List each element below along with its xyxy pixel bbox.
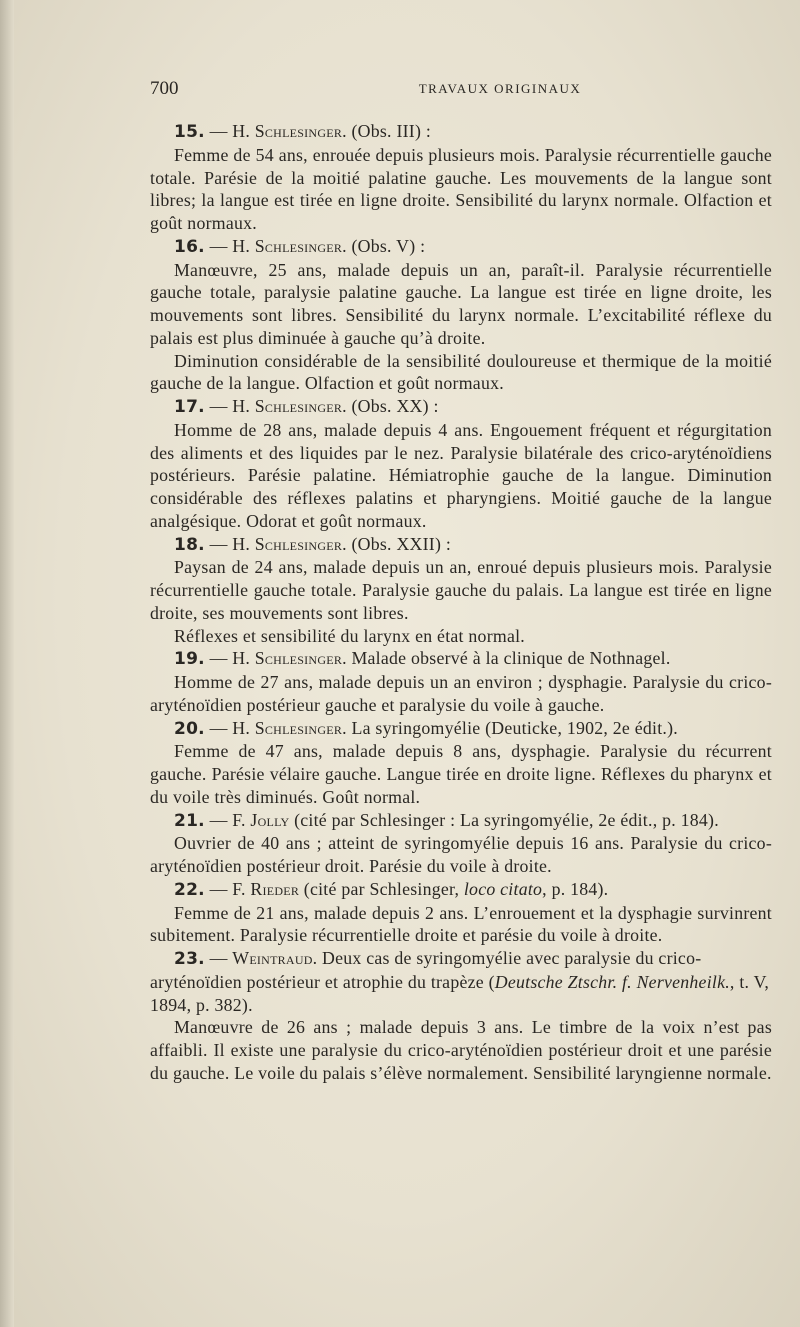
entry-author: Weintraud. bbox=[232, 948, 318, 968]
entry-paragraph: Manœuvre de 26 ans ; malade depuis 3 ans. Le timbre de la voix n’est pas affaibli. Il existe une paralysie du crico-aryténoïdien postérieur droit et une parésie du gauche. Le voile du palais s’élève normalement. Sensibilité laryngienne normale. bbox=[150, 1017, 772, 1083]
entry-heading bbox=[150, 647, 772, 671]
entry-number: 23. bbox=[174, 949, 205, 969]
entry-number: 19. bbox=[174, 649, 205, 670]
entry-number: 21. bbox=[174, 810, 205, 831]
entry-paragraph: Ouvrier de 40 ans ; atteint de syringomyélie depuis 16 ans. Paralysie du crico-aryténoïdien postérieur droit. Parésie du voile à droite. bbox=[150, 833, 772, 876]
entry-paragraph: Homme de 27 ans, malade depuis un an environ ; dysphagie. Paralysie du crico-aryténoïdien postérieur gauche et paralysie du voile à gauche. bbox=[150, 672, 772, 715]
entry-reference: Malade observé à la clinique de Nothnagel. bbox=[346, 648, 671, 669]
entry-number: 16. bbox=[174, 236, 205, 257]
entry-heading bbox=[150, 717, 772, 741]
entry-heading bbox=[150, 120, 772, 144]
entry-heading bbox=[150, 878, 772, 902]
running-header bbox=[150, 78, 770, 100]
entry-paragraph: Diminution considérable de la sensibilité douloureuse et thermique de la moitié gauche de la langue. Olfaction et goût normaux. bbox=[150, 350, 772, 394]
entry-number: 17. bbox=[174, 397, 205, 417]
entry-number: 18. bbox=[174, 534, 205, 555]
entry-number: 20. bbox=[174, 718, 205, 739]
entry-author: H. Schlesinger. bbox=[232, 533, 347, 554]
entry-reference: (cité par Schlesinger, bbox=[299, 878, 464, 899]
page-number: 700 bbox=[150, 78, 179, 99]
entry-paragraph: Femme de 54 ans, enrouée depuis plusieurs mois. Paralysie récurrentielle gauche totale. Parésie de la moitié palatine gauche. Les mouvements de la langue sont libres; la langue est tirée en ligne droite. Sensibilité du larynx normale. Olfaction et goût normaux. bbox=[150, 144, 772, 233]
entry-paragraph: Femme de 21 ans, malade depuis 2 ans. L’enrouement et la dysphagie survinrent subitement. Paralysie récurrentielle droite et parésie du voile à droite. bbox=[150, 902, 772, 946]
entry-17 bbox=[150, 395, 772, 533]
entry-separator: — bbox=[204, 648, 233, 669]
entry-author: H. Schlesinger. bbox=[232, 396, 347, 416]
entry-author: F. Jolly bbox=[232, 809, 290, 830]
page-edge-shadow bbox=[0, 0, 14, 1327]
entry-paragraph: Réflexes et sensibilité du larynx en état normal. bbox=[174, 625, 525, 646]
entry-reference: (Obs. XX) : bbox=[346, 396, 439, 416]
entry-reference: (Obs. III) : bbox=[346, 121, 432, 141]
entry-separator: — bbox=[204, 235, 233, 256]
entry-reference: La syringomyélie (Deuticke, 1902, 2e édit.). bbox=[346, 717, 678, 738]
entry-16 bbox=[150, 235, 772, 395]
entry-paragraph: Paysan de 24 ans, malade depuis un an, enroué depuis plusieurs mois. Paralysie récurrentielle gauche totale. Paralysie gauche du palais. La langue est tirée en ligne droite, ses mouvements sont libres. bbox=[150, 557, 772, 623]
entry-heading bbox=[150, 947, 772, 1016]
body-text bbox=[150, 120, 772, 1085]
entry-15 bbox=[150, 120, 772, 235]
entry-author: H. Schlesinger. bbox=[232, 648, 347, 669]
entry-reference-italic: Deutsche Ztschr. f. Nervenheilk. bbox=[494, 971, 730, 992]
entry-number: 15. bbox=[174, 122, 205, 142]
entry-reference: (Obs. XXII) : bbox=[346, 533, 452, 554]
entry-author: F. Rieder bbox=[232, 878, 300, 899]
entry-author: H. Schlesinger. bbox=[232, 717, 347, 738]
entry-paragraph: Femme de 47 ans, malade depuis 8 ans, dysphagie. Paralysie du récurrent gauche. Parésie vélaire gauche. Langue tirée en droite ligne. Réflexes du pharynx et du voile très diminués. Goût normal. bbox=[150, 741, 772, 807]
entry-paragraph: Manœuvre, 25 ans, malade depuis un an, paraît-il. Paralysie récurrentielle gauche totale, paralysie palatine gauche. La langue est tirée en ligne droite, les mouvements sont libres. Sensibilité du larynx normale. L’excitabilité réflexe du palais est plus diminuée à gauche qu’à droite. bbox=[150, 259, 772, 348]
entry-separator: — bbox=[204, 878, 233, 899]
entry-reference: (Obs. V) : bbox=[346, 235, 426, 256]
entry-heading bbox=[150, 395, 772, 419]
entry-author: H. Schlesinger. bbox=[232, 235, 347, 256]
entry-reference: Deux cas de syringomyélie avec paralysie du crico-aryténoïdien postérieur et atrophie du trapèze ( bbox=[150, 948, 702, 992]
entry-heading bbox=[150, 809, 772, 833]
entry-reference: (cité par Schlesinger : La syringomyélie, 2e édit., p. 184). bbox=[289, 809, 719, 830]
entry-author: H. Schlesinger. bbox=[232, 121, 347, 141]
entry-separator: — bbox=[204, 948, 233, 968]
entry-separator: — bbox=[204, 717, 233, 738]
entry-21 bbox=[150, 809, 772, 878]
entry-number: 22. bbox=[174, 879, 205, 900]
entry-reference-tail: , p. 184). bbox=[542, 878, 609, 899]
entry-20 bbox=[150, 717, 772, 809]
entry-heading bbox=[150, 235, 772, 259]
entry-heading bbox=[150, 533, 772, 557]
entry-23 bbox=[150, 947, 772, 1085]
entry-separator: — bbox=[204, 533, 233, 554]
running-title: TRAVAUX ORIGINAUX bbox=[418, 81, 582, 96]
entry-18 bbox=[150, 533, 772, 648]
entry-reference-tail: , t. V, 1894, p. 382). bbox=[150, 971, 770, 1015]
entry-19 bbox=[150, 647, 772, 716]
entry-separator: — bbox=[204, 396, 233, 416]
entry-reference-italic: loco citato bbox=[463, 878, 543, 899]
entry-separator: — bbox=[204, 121, 233, 141]
entry-paragraph: Homme de 28 ans, malade depuis 4 ans. Engouement fréquent et régurgitation des aliments et des liquides par le nez. Paralysie bilatérale des crico-aryténoïdiens postérieurs. Parésie palatine. Hémiatrophie gauche de la langue. Diminution considérable des réflexes palatins et pharyngiens. Moitié gauche de la langue analgésique. Odorat et goût normaux. bbox=[150, 419, 772, 531]
entry-separator: — bbox=[204, 809, 233, 830]
entry-22 bbox=[150, 878, 772, 947]
